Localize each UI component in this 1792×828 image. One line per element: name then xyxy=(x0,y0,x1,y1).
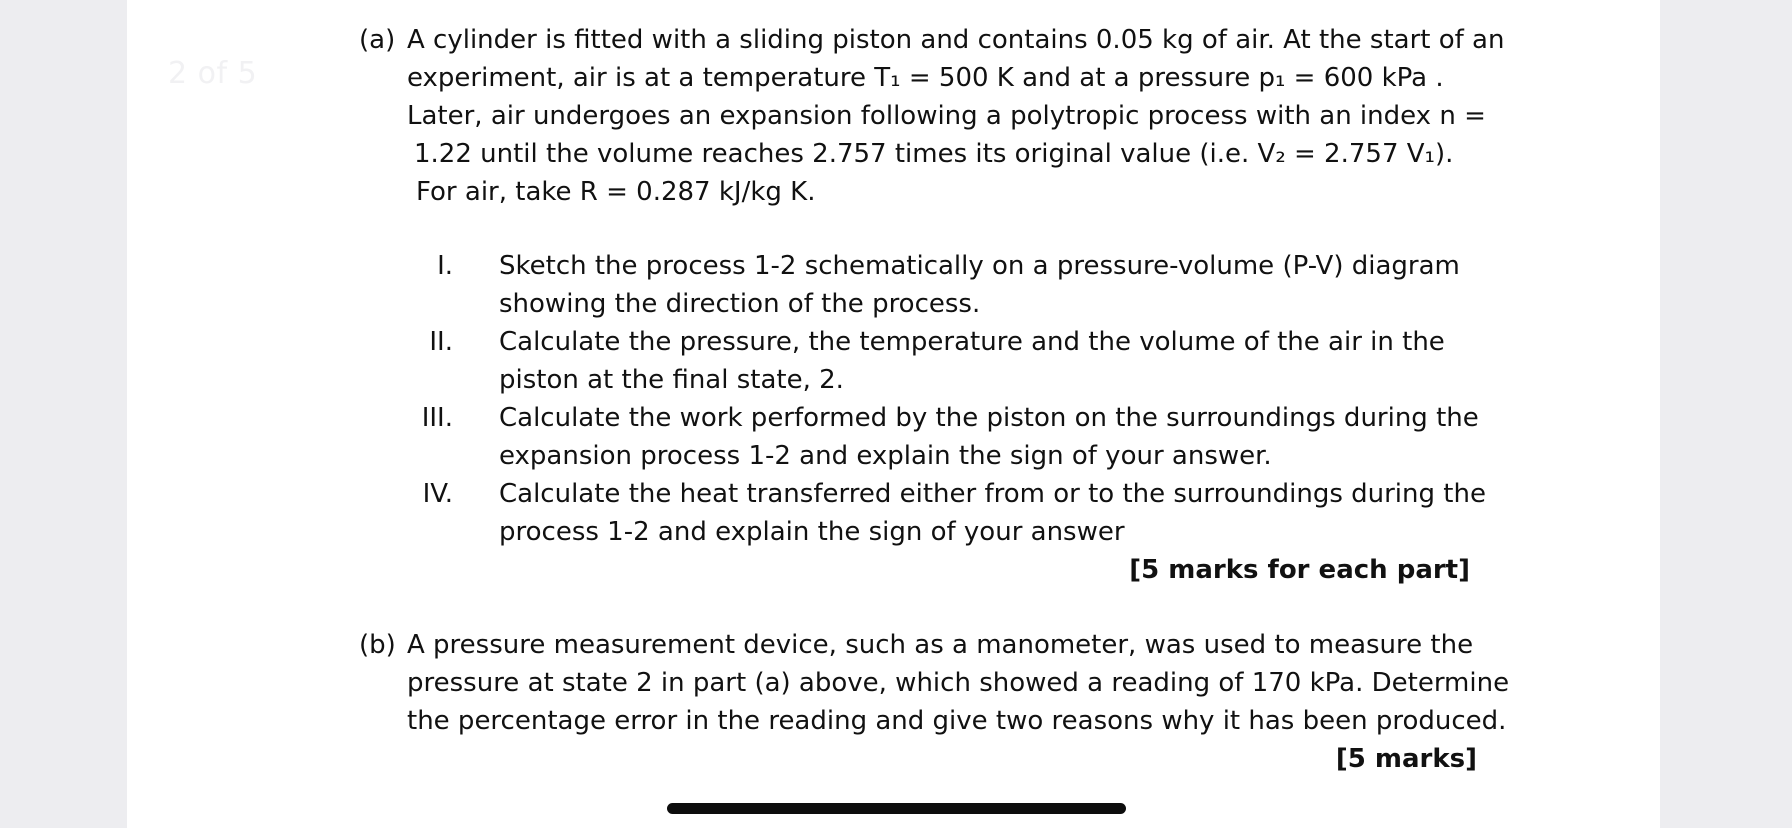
item-1-numeral: I. xyxy=(437,251,453,281)
item-3-line-1: Calculate the work performed by the piston on the surroundings during the xyxy=(499,403,1479,433)
part-b-line-3: the percentage error in the reading and give two reasons why it has been produced. xyxy=(407,706,1507,736)
part-a-label: (a) xyxy=(359,25,396,55)
part-a-line-1: A cylinder is fitted with a sliding piston and contains 0.05 kg of air. At the start of an xyxy=(407,25,1505,55)
part-a-line-4: 1.22 until the volume reaches 2.757 times its original value (i.e. V₂ = 2.757 V₁). xyxy=(414,139,1454,169)
home-indicator-bar[interactable] xyxy=(667,803,1126,814)
part-b-line-1: A pressure measurement device, such as a manometer, was used to measure the xyxy=(407,630,1474,660)
item-2-line-2: piston at the final state, 2. xyxy=(499,365,844,395)
part-a-line-2: experiment, air is at a temperature T₁ = 500 K and at a pressure p₁ = 600 kPa . xyxy=(407,63,1444,93)
item-4-line-2: process 1-2 and explain the sign of your answer xyxy=(499,517,1125,547)
item-4-line-1: Calculate the heat transferred either from or to the surroundings during the xyxy=(499,479,1486,509)
part-a-marks: [5 marks for each part] xyxy=(1129,555,1470,585)
item-3-line-2: expansion process 1-2 and explain the sign of your answer. xyxy=(499,441,1272,471)
item-1-line-2: showing the direction of the process. xyxy=(499,289,981,319)
item-2-line-1: Calculate the pressure, the temperature and the volume of the air in the xyxy=(499,327,1445,357)
part-b-marks: [5 marks] xyxy=(1335,744,1477,774)
part-b-label: (b) xyxy=(359,630,396,660)
item-4-numeral: IV. xyxy=(422,479,453,509)
part-a-line-3: Later, air undergoes an expansion following a polytropic process with an index n = xyxy=(407,101,1486,131)
item-3-numeral: III. xyxy=(421,403,453,433)
item-2-numeral: II. xyxy=(429,327,453,357)
item-1-line-1: Sketch the process 1-2 schematically on a pressure-volume (P-V) diagram xyxy=(499,251,1460,281)
part-a-line-5: For air, take R = 0.287 kJ/kg K. xyxy=(416,177,816,207)
part-b-line-2: pressure at state 2 in part (a) above, which showed a reading of 170 kPa. Determine xyxy=(407,668,1510,698)
page-indicator: 2 of 5 xyxy=(168,56,258,91)
